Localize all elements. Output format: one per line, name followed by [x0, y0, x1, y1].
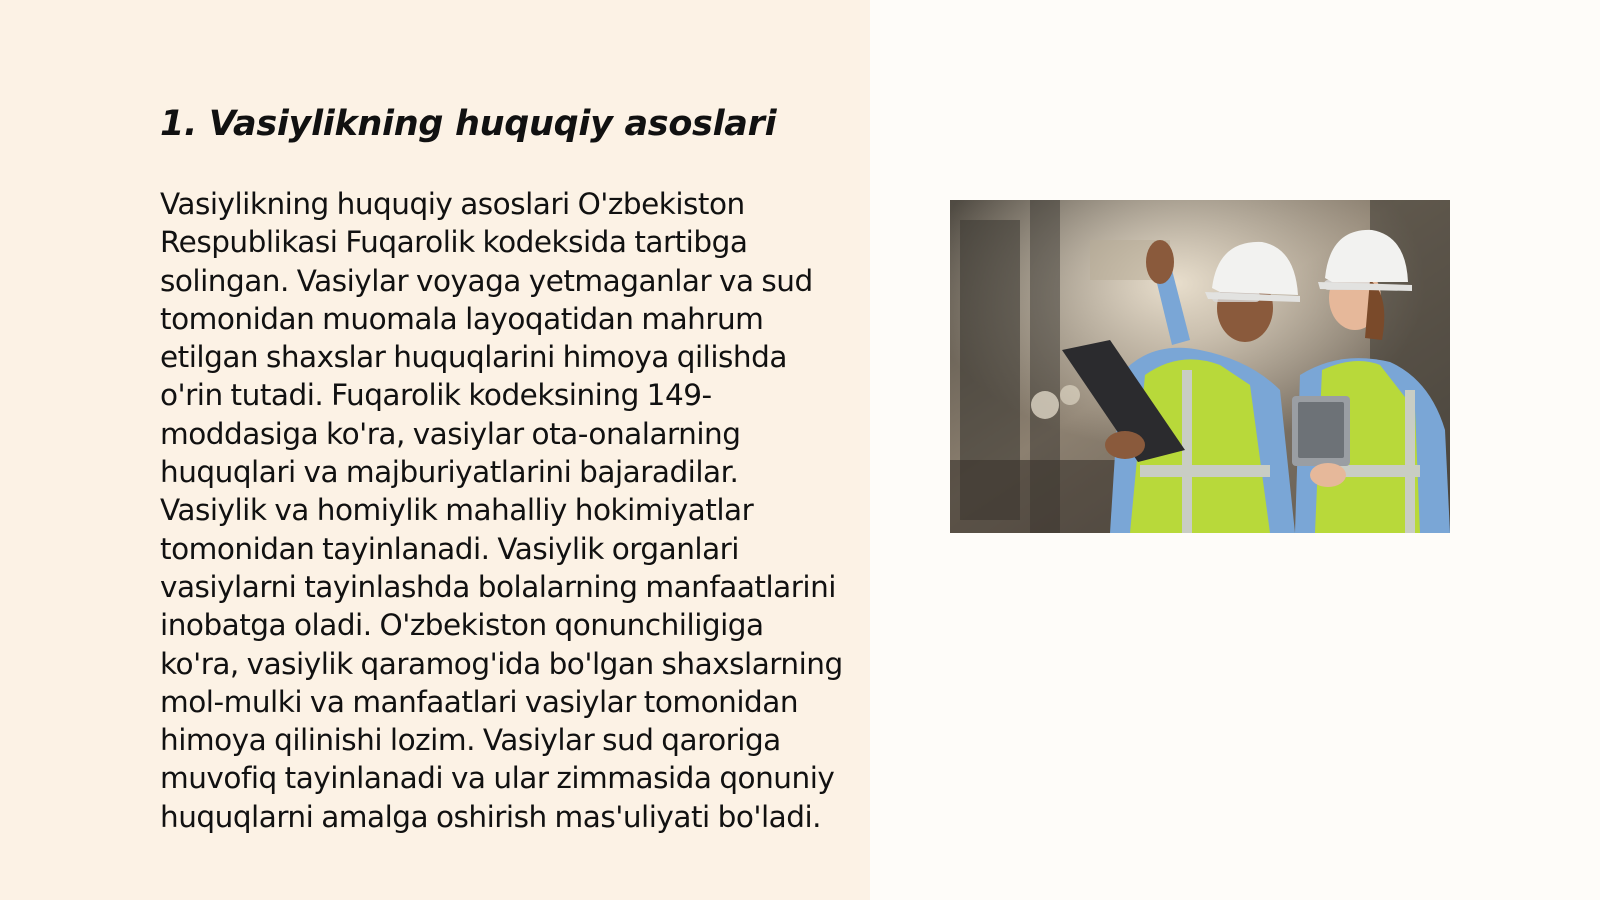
engineers-photo: [950, 200, 1450, 533]
slide-title: 1. Vasiylikning huquqiy asoslari: [160, 104, 777, 144]
engineers-illustration: [950, 200, 1450, 533]
slide-body-text: Vasiylikning huquqiy asoslari O'zbekiston Respublikasi Fuqarolik kodeksida tartibga solingan. Vasiylar voyaga yetmaganlar va sud tomonidan muomala layoqatidan mahrum etilgan shaxslar huquqlarini himoya qilishda o'rin tutadi. Fuqarolik kodeksining 149-moddasiga ko'ra, vasiylar ota-onalarning huquqlari va majburiyatlarini bajaradilar. Vasiylik va homiylik mahalliy hokimiyatlar tomonidan tayinlanadi. Vasiylik organlari vasiylarni tayinlashda bolalarning manfaatlarini inobatga oladi. O'zbekiston qonunchiligiga ko'ra, vasiylik qaramog'ida bo'lgan shaxslarning mol-mulki va manfaatlari vasiylar tomonidan himoya qilinishi lozim. Vasiylar sud qaroriga muvofiq tayinlanadi va ular zimmasida qonuniy huquqlarni amalga oshirish mas'uliyati bo'ladi.: [160, 187, 843, 834]
